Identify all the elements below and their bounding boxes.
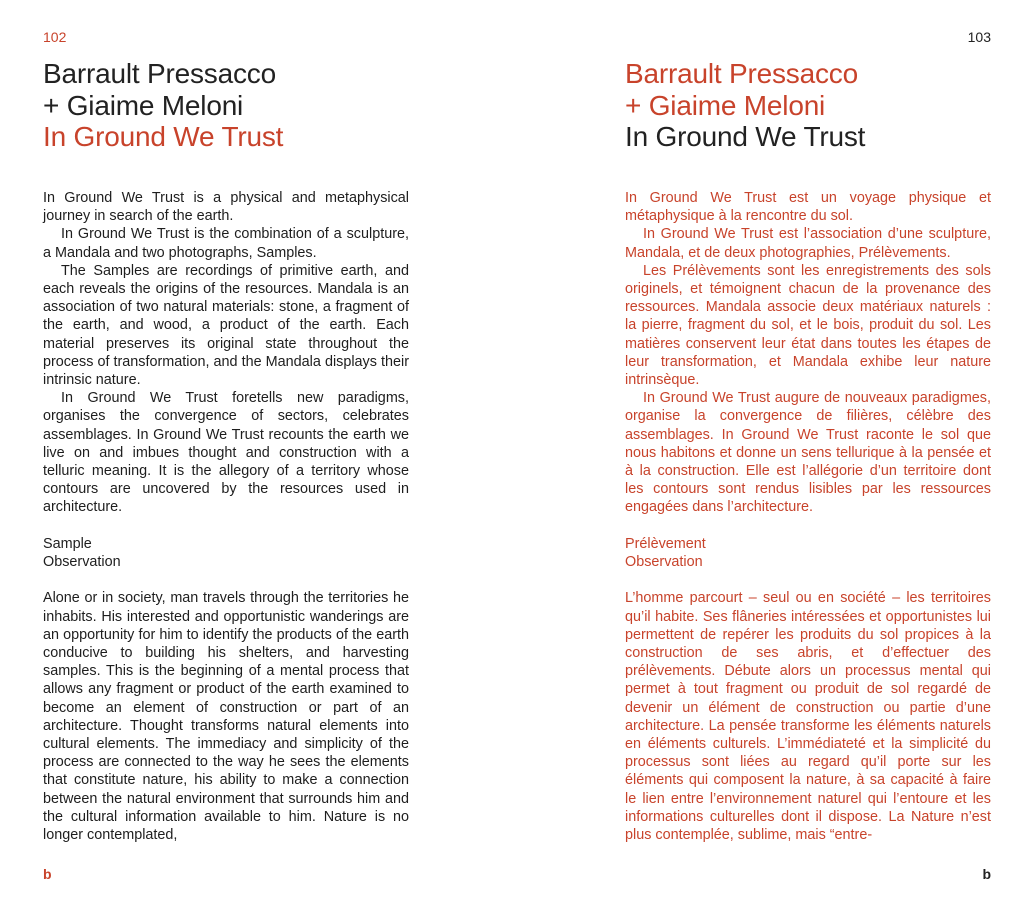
spacer (43, 571, 409, 589)
footer-mark: b (982, 866, 991, 882)
title-line-authors: Barrault Pressacco (43, 58, 276, 89)
title-line-coauthor: + Giaime Meloni (625, 89, 826, 121)
paragraph: The Samples are recordings of primitive earth, and each reveals the origins of the resources. Mandala is an association of two natural materials: stone, a fragment of the earth, and wood, a product of the earth. Each material preserves its original state throughout the process of transformation, and the Mandala displays their intrinsic nature. (43, 262, 409, 389)
title-line-work: In Ground We Trust (625, 121, 866, 152)
page-title (625, 58, 865, 153)
footer-mark: b (43, 866, 52, 882)
paragraph: In Ground We Trust is a physical and metaphysical journey in search of the earth. (43, 190, 409, 225)
spacer (43, 517, 409, 535)
subheading-line: Prélèvement (625, 535, 706, 552)
page-title (43, 58, 283, 153)
paragraph: In Ground We Trust is the combination of a sculpture, a Mandala and two photographs, Samples. (43, 226, 409, 261)
paragraph: In Ground We Trust est un voyage physique et métaphysique à la rencontre du sol. (625, 190, 991, 225)
title-line-authors: Barrault Pressacco (625, 58, 858, 89)
paragraph: Les Prélèvements sont les enregistrements des sols originels, et témoignent chacun de la provenance des ressources. Mandala associe deux matériaux naturels : la pierre, fragment du sol, et le bois, produit du sol. Les matières conservent leur état dans toutes les étapes de leur transformation, et Mandala exhibe leur nature intrinsèque. (625, 262, 991, 389)
spacer (625, 517, 991, 535)
paragraph: In Ground We Trust est l’association d’une sculpture, Mandala, et de deux photographies, Prélèvements. (625, 226, 991, 261)
page-number: 103 (967, 29, 991, 45)
subheading-line: Observation (625, 554, 703, 571)
spacer (625, 571, 991, 589)
right-page (517, 0, 1034, 904)
paragraph: In Ground We Trust augure de nouveaux paradigmes, organise la convergence de filières, célèbre des assemblages. In Ground We Trust raconte le sol que nous habitons et donne un sens tellurique à la pensée et à la construction. Elle est l’allégorie d’un territoire dont les contours sont rendus lisibles par les ressources engagées dans l’architecture. (625, 390, 991, 516)
page-number: 102 (43, 29, 67, 45)
title-line-work: In Ground We Trust (43, 121, 284, 152)
title-line-coauthor: + Giaime Meloni (43, 89, 244, 121)
subheading-line: Observation (43, 554, 121, 571)
body-text (43, 189, 409, 844)
body-text (625, 189, 991, 844)
subheading-line: Sample (43, 535, 92, 552)
paragraph: In Ground We Trust foretells new paradigms, organises the convergence of sectors, celebrates assemblages. In Ground We Trust recounts the earth we live on and imbues thought and construction with a telluric meaning. It is the allegory of a territory whose contours are uncovered by the resources used in architecture. (43, 390, 409, 516)
paragraph: Alone or in society, man travels through the territories he inhabits. His interested and opportunistic wanderings are an opportunity for him to identify the products of the earth conducive to building his shelters, and harvesting samples. This is the beginning of a mental process that allows any fragment or product of the earth examined to become an element of construction or part of an architecture. Thought transforms natural elements into cultural elements. The immediacy and simplicity of the process are connected to the way he sees the elements that constitute nature, his ability to make a connection between the natural environment that surrounds him and the cultural information available to him. Nature is no longer contemplated, (43, 590, 409, 844)
paragraph: L’homme parcourt – seul ou en société – les territoires qu’il habite. Ses flâneries intéressées et opportunistes lui permettent de repérer les produits du sol propices à la construction de ses abris, et d’effectuer des prélèvements. Débute alors un processus mental qui permet à tout fragment ou produit de sol regardé de devenir un élément de construction ou partie d’une architecture. La pensée transforme les éléments naturels en éléments culturels. L’immédiateté et la simplicité du processus sont liées au regard qu’il porte sur les éléments qui composent la nature, à sa capacité à faire le lien entre l’environnement naturel qui l’entoure et les informations culturelles dont il dispose. La Nature n’est plus contemplée, sublime, mais “entre- (625, 590, 991, 844)
